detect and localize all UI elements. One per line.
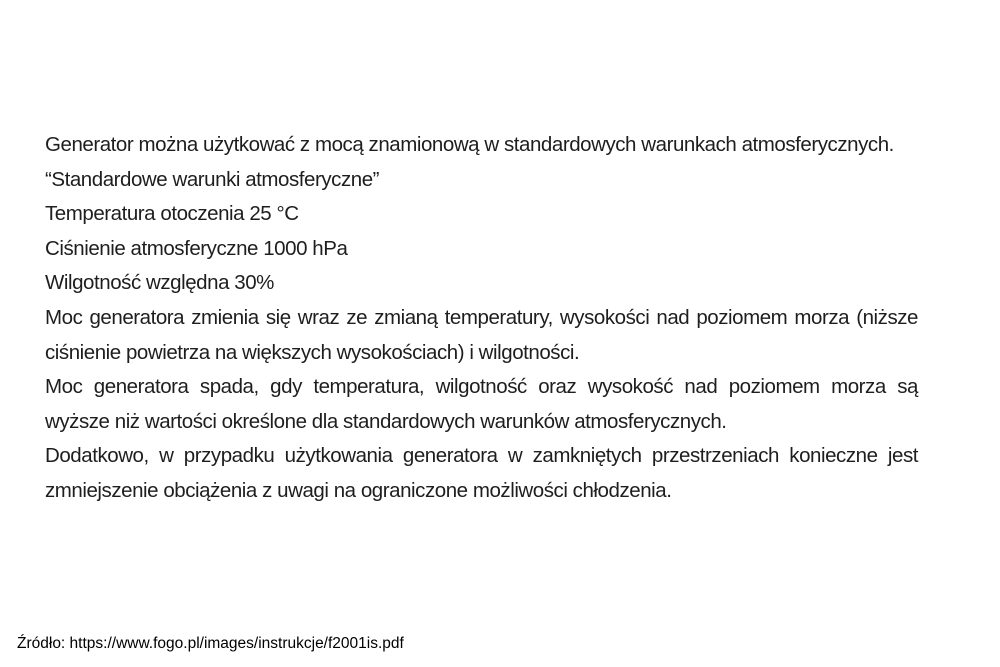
- paragraph-power-drop: Moc generatora spada, gdy temperatura, wilgotność oraz wysokość nad poziomem morza są wyższe niż wartości określone dla standardowych warunków atmosferycznych.: [45, 375, 918, 433]
- paragraph-ambient-temperature: Temperatura otoczenia 25 °C: [45, 202, 299, 226]
- paragraph-relative-humidity: Wilgotność względna 30%: [45, 271, 274, 295]
- paragraph-power-variation: Moc generatora zmienia się wraz ze zmianą temperatury, wysokości nad poziomem morza (niższe ciśnienie powietrza na większych wysokościach) i wilgotności.: [45, 305, 918, 364]
- paragraph-enclosed-spaces: Dodatkowo, w przypadku użytkowania generatora w zamkniętych przestrzeniach konieczne jest zmniejszenie obciążenia z uwagi na ograniczone możliwości chłodzenia.: [45, 444, 918, 502]
- paragraph-standard-conditions-heading: “Standardowe warunki atmosferyczne”: [45, 167, 380, 191]
- paragraph-rated-power: Generator można użytkować z mocą znamionową w standardowych warunkach atmosferycznych.: [45, 133, 894, 156]
- paragraph-atmospheric-pressure: Ciśnienie atmosferyczne 1000 hPa: [45, 236, 348, 260]
- document-body: [45, 128, 918, 509]
- source-note: Źródło: https://www.fogo.pl/images/instrukcje/f2001is.pdf: [17, 635, 404, 652]
